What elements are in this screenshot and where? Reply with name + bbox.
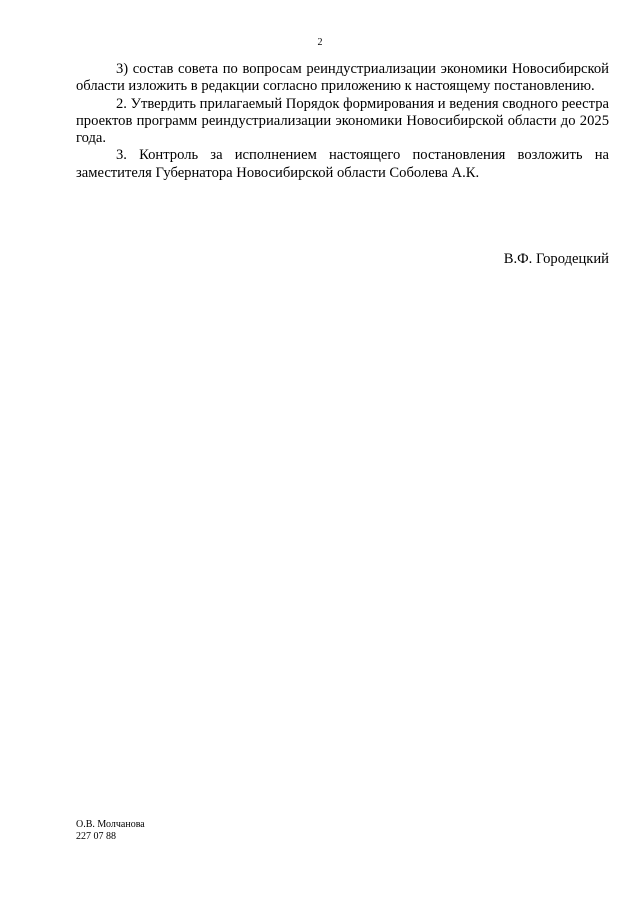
executor-phone: 227 07 88 bbox=[76, 831, 116, 842]
paragraph-control-execution: 3. Контроль за исполнением настоящего постановления возложить на заместителя Губернатора Новосибирской области Соболева А.К. bbox=[76, 147, 609, 181]
paragraph-council-composition: 3) состав совета по вопросам реиндустриализации экономики Новосибирской области изложить в редакции согласно приложению к настоящему постановлению. bbox=[76, 61, 609, 95]
signatory-name: В.Ф. Городецкий bbox=[503, 251, 609, 267]
executor-name: О.В. Молчанова bbox=[76, 819, 145, 830]
paragraph-approve-procedure: 2. Утвердить прилагаемый Порядок формирования и ведения сводного реестра проектов программ реиндустриализации экономики Новосибирской области до 2025 года. bbox=[76, 95, 609, 147]
document-body bbox=[76, 61, 609, 182]
executor-block bbox=[76, 819, 145, 843]
page-number: 2 bbox=[317, 37, 323, 48]
